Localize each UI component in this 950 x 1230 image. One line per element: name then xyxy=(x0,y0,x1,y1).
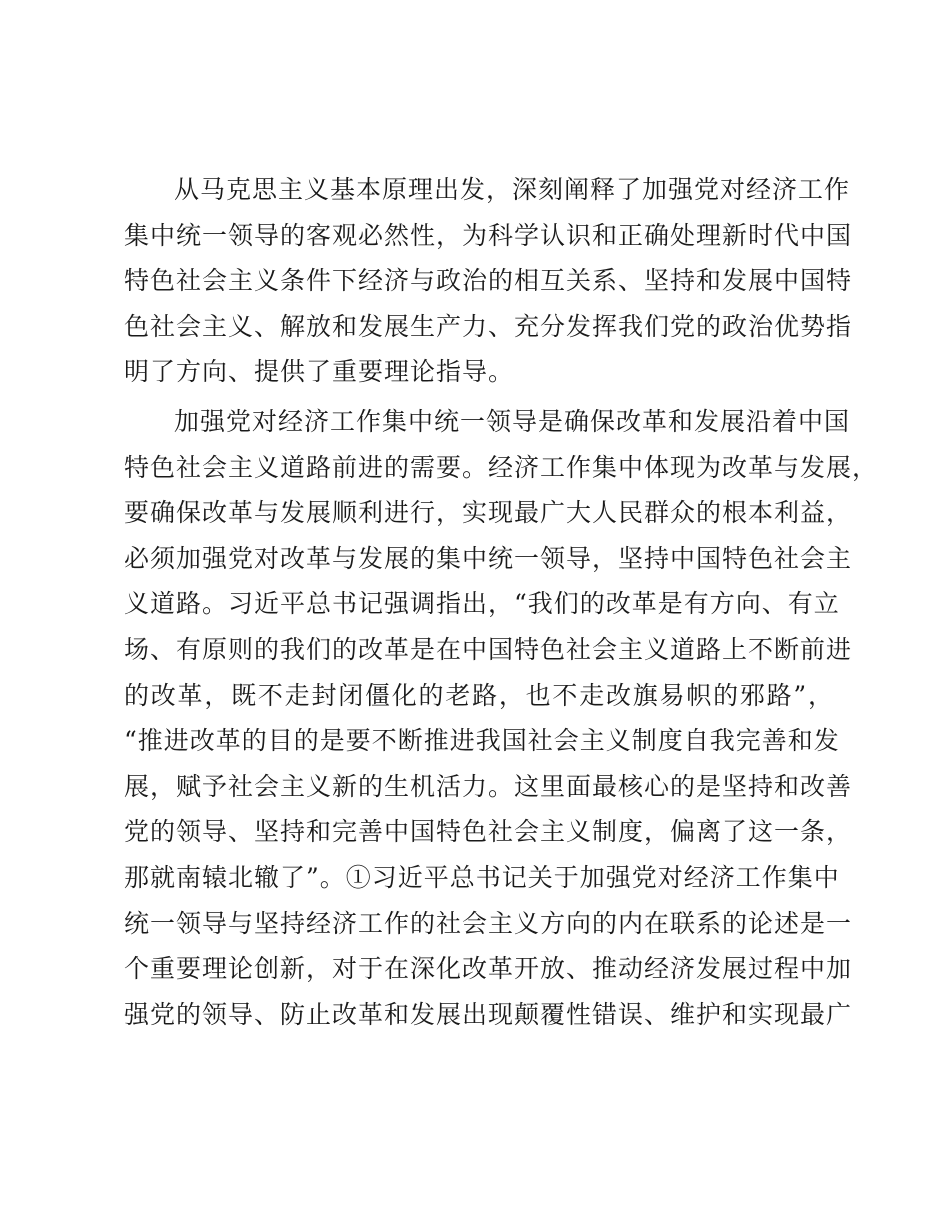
document-body xyxy=(124,167,879,1037)
text-line: 特色社会主义道路前进的需要。经济工作集中体现为改革与发展， xyxy=(124,452,879,482)
text-line: 展，赋予社会主义新的生机活力。这里面最核心的是坚持和改善 xyxy=(124,771,853,801)
text-line: “推进改革的目的是要不断推进我国社会主义制度自我完善和发 xyxy=(124,726,840,756)
text-line: 义道路。习近平总书记强调指出，“我们的改革是有方向、有立 xyxy=(124,589,840,619)
text-line: 必须加强党对改革与发展的集中统一领导，坚持中国特色社会主 xyxy=(124,543,853,573)
text-line: 特色社会主义条件下经济与政治的相互关系、坚持和发展中国特 xyxy=(124,266,853,296)
text-line: 统一领导与坚持经济工作的社会主义方向的内在联系的论述是一 xyxy=(124,908,853,938)
paragraph-1 xyxy=(124,167,853,395)
text-line: 个重要理论创新，对于在深化改革开放、推动经济发展过程中加 xyxy=(124,954,853,984)
text-line: 党的领导、坚持和完善中国特色社会主义制度，偏离了这一条， xyxy=(124,817,853,847)
text-line: 加强党对经济工作集中统一领导是确保改革和发展沿着中国 xyxy=(174,406,851,436)
text-line: 强党的领导、防止改革和发展出现颠覆性错误、维护和实现最广 xyxy=(124,999,853,1029)
text-line: 集中统一领导的客观必然性，为科学认识和正确处理新时代中国 xyxy=(124,220,853,250)
text-line: 的改革，既不走封闭僵化的老路，也不走改旗易帜的邪路”， xyxy=(124,680,834,710)
text-line: 明了方向、提供了重要理论指导。 xyxy=(124,357,515,387)
paragraph-2 xyxy=(124,399,879,1037)
text-line: 色社会主义、解放和发展生产力、充分发挥我们党的政治优势指 xyxy=(124,311,853,341)
text-line: 从马克思主义基本原理出发，深刻阐释了加强党对经济工作 xyxy=(174,175,851,204)
text-line: 场、有原则的我们的改革是在中国特色社会主义道路上不断前进 xyxy=(124,634,853,664)
text-line: 那就南辕北辙了”。①习近平总书记关于加强党对经济工作集中 xyxy=(124,862,840,892)
text-line: 要确保改革与发展顺利进行，实现最广大人民群众的根本利益， xyxy=(124,498,853,528)
